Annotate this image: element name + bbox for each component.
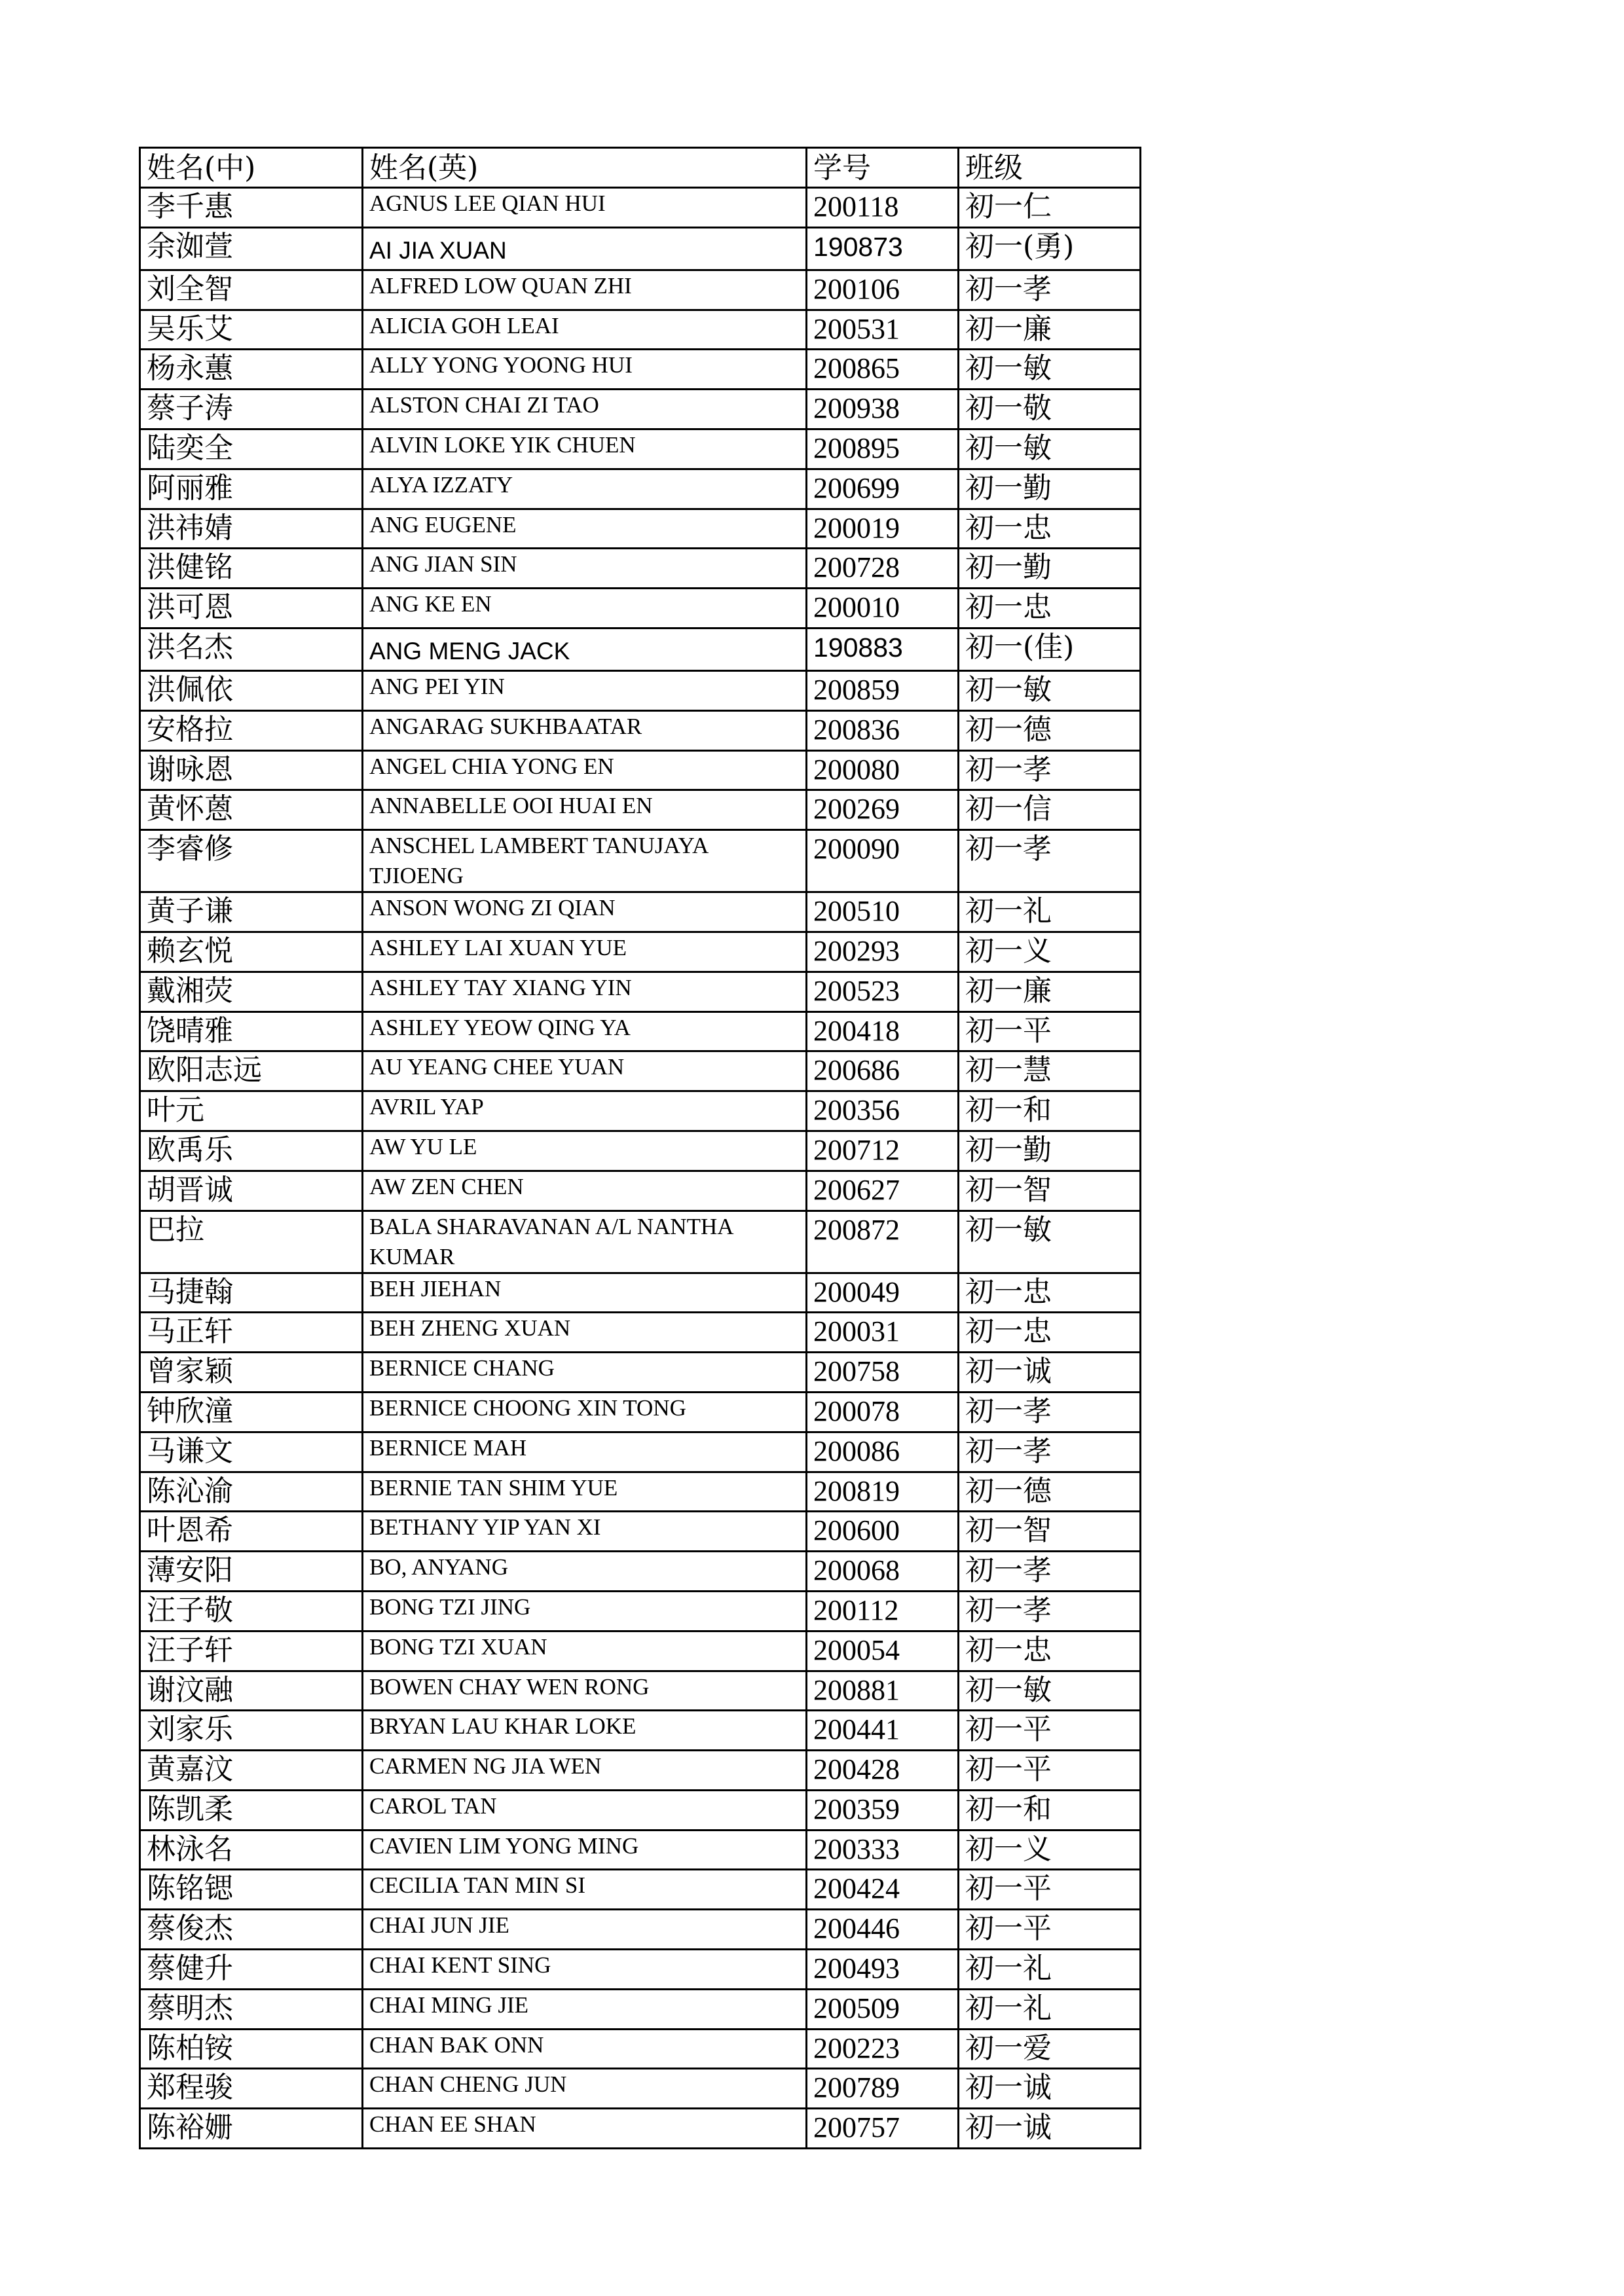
cell-name-en: ALVIN LOKE YIK CHUEN — [363, 429, 807, 469]
table-row — [140, 2029, 1141, 2069]
cell-student-id: 200531 — [807, 310, 959, 350]
table-row — [140, 972, 1141, 1011]
cell-class: 初一忠 — [959, 1313, 1141, 1353]
cell-class: 初一德 — [959, 710, 1141, 750]
cell-name-en: BEH JIEHAN — [363, 1273, 807, 1313]
cell-name-en: ANG JIAN SIN — [363, 549, 807, 589]
cell-class: 初一智 — [959, 1171, 1141, 1211]
table-row — [140, 628, 1141, 670]
cell-class: 初一信 — [959, 790, 1141, 830]
table-row — [140, 1171, 1141, 1211]
cell-name-cn: 黄嘉汶 — [140, 1751, 363, 1791]
cell-name-cn: 陈裕姗 — [140, 2109, 363, 2149]
cell-name-cn: 陆奕全 — [140, 429, 363, 469]
table-row — [140, 350, 1141, 390]
cell-student-id: 200086 — [807, 1432, 959, 1472]
cell-name-cn: 戴湘荧 — [140, 972, 363, 1011]
cell-student-id: 200859 — [807, 670, 959, 710]
cell-class: 初一孝 — [959, 1591, 1141, 1631]
cell-student-id: 200031 — [807, 1313, 959, 1353]
cell-name-en: CHAN BAK ONN — [363, 2029, 807, 2069]
cell-student-id: 200118 — [807, 188, 959, 228]
table-row — [140, 1091, 1141, 1131]
cell-student-id: 190883 — [807, 628, 959, 670]
cell-student-id: 200819 — [807, 1472, 959, 1512]
cell-class: 初一敏 — [959, 670, 1141, 710]
table-row — [140, 1131, 1141, 1171]
cell-name-en: BALA SHARAVANAN A/L NANTHA KUMAR — [363, 1211, 807, 1273]
cell-class: 初一忠 — [959, 589, 1141, 629]
cell-name-cn: 薄安阳 — [140, 1552, 363, 1592]
cell-name-en: CAVIEN LIM YONG MING — [363, 1830, 807, 1870]
table-row — [140, 932, 1141, 972]
cell-name-en: ALFRED LOW QUAN ZHI — [363, 270, 807, 310]
cell-student-id: 200049 — [807, 1273, 959, 1313]
cell-class: 初一和 — [959, 1790, 1141, 1830]
cell-name-en: AI JIA XUAN — [363, 227, 807, 270]
cell-name-cn: 叶恩希 — [140, 1512, 363, 1552]
cell-name-en: ALLY YONG YOONG HUI — [363, 350, 807, 390]
cell-student-id: 200789 — [807, 2069, 959, 2109]
cell-class: 初一仁 — [959, 188, 1141, 228]
cell-name-en: ASHLEY TAY XIANG YIN — [363, 972, 807, 1011]
table-header-row — [140, 148, 1141, 188]
cell-class: 初一和 — [959, 1091, 1141, 1131]
table-row — [140, 589, 1141, 629]
table-row — [140, 188, 1141, 228]
cell-student-id: 200078 — [807, 1392, 959, 1432]
cell-name-cn: 蔡健升 — [140, 1950, 363, 1990]
cell-class: 初一孝 — [959, 1552, 1141, 1592]
cell-name-en: CHAI KENT SING — [363, 1950, 807, 1990]
cell-name-en: BO, ANYANG — [363, 1552, 807, 1592]
cell-class: 初一爱 — [959, 2029, 1141, 2069]
cell-name-en: AGNUS LEE QIAN HUI — [363, 188, 807, 228]
cell-name-cn: 胡晋诚 — [140, 1171, 363, 1211]
cell-name-en: AVRIL YAP — [363, 1091, 807, 1131]
table-row — [140, 310, 1141, 350]
cell-class: 初一(佳) — [959, 628, 1141, 670]
header-name-en: 姓名(英) — [363, 148, 807, 188]
cell-student-id: 200424 — [807, 1870, 959, 1910]
cell-class: 初一智 — [959, 1512, 1141, 1552]
table-row — [140, 1870, 1141, 1910]
cell-name-cn: 洪名杰 — [140, 628, 363, 670]
cell-name-cn: 汪子敬 — [140, 1591, 363, 1631]
cell-student-id: 200010 — [807, 589, 959, 629]
roster-body — [140, 148, 1141, 2149]
cell-name-en: AW ZEN CHEN — [363, 1171, 807, 1211]
cell-class: 初一敏 — [959, 429, 1141, 469]
cell-student-id: 200523 — [807, 972, 959, 1011]
cell-name-en: BETHANY YIP YAN XI — [363, 1512, 807, 1552]
table-row — [140, 830, 1141, 892]
cell-class: 初一廉 — [959, 972, 1141, 1011]
cell-student-id: 200054 — [807, 1631, 959, 1671]
cell-student-id: 200019 — [807, 509, 959, 549]
cell-name-en: ANG MENG JACK — [363, 628, 807, 670]
cell-name-en: CHAI JUN JIE — [363, 1910, 807, 1950]
cell-class: 初一忠 — [959, 1631, 1141, 1671]
cell-student-id: 200938 — [807, 390, 959, 429]
cell-name-cn: 谢咏恩 — [140, 750, 363, 790]
cell-name-cn: 郑程骏 — [140, 2069, 363, 2109]
cell-class: 初一义 — [959, 1830, 1141, 1870]
cell-name-cn: 林泳名 — [140, 1830, 363, 1870]
cell-class: 初一敏 — [959, 1211, 1141, 1273]
table-row — [140, 1211, 1141, 1273]
table-row — [140, 1432, 1141, 1472]
cell-name-en: ANSON WONG ZI QIAN — [363, 892, 807, 932]
cell-name-en: ASHLEY YEOW QING YA — [363, 1011, 807, 1051]
cell-class: 初一礼 — [959, 892, 1141, 932]
cell-name-en: BOWEN CHAY WEN RONG — [363, 1671, 807, 1711]
cell-class: 初一敬 — [959, 390, 1141, 429]
cell-name-en: BERNIE TAN SHIM YUE — [363, 1472, 807, 1512]
cell-class: 初一慧 — [959, 1051, 1141, 1091]
table-row — [140, 1989, 1141, 2029]
cell-class: 初一敏 — [959, 1671, 1141, 1711]
cell-name-en: CARMEN NG JIA WEN — [363, 1751, 807, 1791]
cell-student-id: 200080 — [807, 750, 959, 790]
cell-name-cn: 黄怀蒽 — [140, 790, 363, 830]
cell-name-cn: 洪可恩 — [140, 589, 363, 629]
cell-student-id: 200836 — [807, 710, 959, 750]
cell-student-id: 200872 — [807, 1211, 959, 1273]
cell-name-en: AW YU LE — [363, 1131, 807, 1171]
cell-student-id: 200068 — [807, 1552, 959, 1592]
cell-name-en: CECILIA TAN MIN SI — [363, 1870, 807, 1910]
table-row — [140, 227, 1141, 270]
table-row — [140, 1011, 1141, 1051]
cell-name-cn: 陈柏铵 — [140, 2029, 363, 2069]
cell-name-cn: 安格拉 — [140, 710, 363, 750]
cell-name-en: AU YEANG CHEE YUAN — [363, 1051, 807, 1091]
cell-name-cn: 蔡子涛 — [140, 390, 363, 429]
cell-name-cn: 曾家颖 — [140, 1353, 363, 1393]
table-row — [140, 469, 1141, 509]
cell-name-cn: 陈铭锶 — [140, 1870, 363, 1910]
cell-class: 初一平 — [959, 1711, 1141, 1751]
table-row — [140, 1512, 1141, 1552]
cell-class: 初一孝 — [959, 1392, 1141, 1432]
table-row — [140, 790, 1141, 830]
table-row — [140, 892, 1141, 932]
cell-student-id: 200757 — [807, 2109, 959, 2149]
table-row — [140, 1472, 1141, 1512]
cell-student-id: 200418 — [807, 1011, 959, 1051]
cell-class: 初一诚 — [959, 2109, 1141, 2149]
cell-student-id: 200627 — [807, 1171, 959, 1211]
cell-name-cn: 洪祎婧 — [140, 509, 363, 549]
cell-student-id: 200106 — [807, 270, 959, 310]
cell-student-id: 200356 — [807, 1091, 959, 1131]
cell-name-cn: 李千惠 — [140, 188, 363, 228]
cell-class: 初一(勇) — [959, 227, 1141, 270]
table-row — [140, 670, 1141, 710]
cell-name-en: ANG KE EN — [363, 589, 807, 629]
cell-class: 初一忠 — [959, 1273, 1141, 1313]
cell-name-en: ANSCHEL LAMBERT TANUJAYA TJIOENG — [363, 830, 807, 892]
cell-student-id: 200686 — [807, 1051, 959, 1091]
cell-class: 初一平 — [959, 1011, 1141, 1051]
cell-name-cn: 马捷翰 — [140, 1273, 363, 1313]
cell-name-cn: 蔡俊杰 — [140, 1910, 363, 1950]
cell-name-cn: 汪子轩 — [140, 1631, 363, 1671]
header-name-cn: 姓名(中) — [140, 148, 363, 188]
table-row — [140, 429, 1141, 469]
cell-name-cn: 吴乐艾 — [140, 310, 363, 350]
cell-student-id: 200090 — [807, 830, 959, 892]
cell-name-en: CHAI MING JIE — [363, 1989, 807, 2029]
cell-name-en: ALICIA GOH LEAI — [363, 310, 807, 350]
cell-student-id: 200428 — [807, 1751, 959, 1791]
cell-student-id: 200600 — [807, 1512, 959, 1552]
cell-class: 初一孝 — [959, 830, 1141, 892]
cell-name-cn: 阿丽雅 — [140, 469, 363, 509]
table-row — [140, 710, 1141, 750]
cell-class: 初一礼 — [959, 1989, 1141, 2029]
cell-student-id: 200359 — [807, 1790, 959, 1830]
cell-class: 初一孝 — [959, 750, 1141, 790]
cell-student-id: 200509 — [807, 1989, 959, 2029]
cell-class: 初一平 — [959, 1751, 1141, 1791]
cell-name-cn: 马谦文 — [140, 1432, 363, 1472]
cell-student-id: 200441 — [807, 1711, 959, 1751]
table-row — [140, 1353, 1141, 1393]
cell-name-cn: 欧禹乐 — [140, 1131, 363, 1171]
table-row — [140, 1051, 1141, 1091]
cell-class: 初一德 — [959, 1472, 1141, 1512]
table-row — [140, 390, 1141, 429]
cell-name-cn: 巴拉 — [140, 1211, 363, 1273]
cell-name-en: BERNICE CHOONG XIN TONG — [363, 1392, 807, 1432]
cell-student-id: 200895 — [807, 429, 959, 469]
table-row — [140, 1591, 1141, 1631]
cell-class: 初一孝 — [959, 270, 1141, 310]
cell-class: 初一勤 — [959, 1131, 1141, 1171]
cell-student-id: 200333 — [807, 1830, 959, 1870]
cell-class: 初一礼 — [959, 1950, 1141, 1990]
table-row — [140, 1392, 1141, 1432]
table-row — [140, 1751, 1141, 1791]
cell-name-en: ANG EUGENE — [363, 509, 807, 549]
cell-name-en: CHAN EE SHAN — [363, 2109, 807, 2149]
cell-class: 初一平 — [959, 1910, 1141, 1950]
cell-student-id: 200865 — [807, 350, 959, 390]
cell-name-cn: 刘全智 — [140, 270, 363, 310]
cell-class: 初一诚 — [959, 2069, 1141, 2109]
cell-student-id: 200728 — [807, 549, 959, 589]
cell-name-en: CHAN CHENG JUN — [363, 2069, 807, 2109]
table-row — [140, 1950, 1141, 1990]
cell-name-en: BONG TZI XUAN — [363, 1631, 807, 1671]
cell-student-id: 200881 — [807, 1671, 959, 1711]
cell-student-id: 200510 — [807, 892, 959, 932]
cell-name-en: BERNICE CHANG — [363, 1353, 807, 1393]
cell-student-id: 200712 — [807, 1131, 959, 1171]
table-row — [140, 1631, 1141, 1671]
cell-name-en: CAROL TAN — [363, 1790, 807, 1830]
cell-class: 初一义 — [959, 932, 1141, 972]
cell-name-cn: 余洳萱 — [140, 227, 363, 270]
cell-class: 初一忠 — [959, 509, 1141, 549]
table-row — [140, 1273, 1141, 1313]
cell-student-id: 200699 — [807, 469, 959, 509]
cell-name-cn: 陈沁渝 — [140, 1472, 363, 1512]
cell-class: 初一诚 — [959, 1353, 1141, 1393]
table-row — [140, 1671, 1141, 1711]
cell-student-id: 200223 — [807, 2029, 959, 2069]
table-row — [140, 1552, 1141, 1592]
cell-name-en: BEH ZHENG XUAN — [363, 1313, 807, 1353]
cell-name-cn: 钟欣潼 — [140, 1392, 363, 1432]
cell-name-cn: 赖玄悦 — [140, 932, 363, 972]
table-row — [140, 1711, 1141, 1751]
table-row — [140, 270, 1141, 310]
cell-student-id: 200269 — [807, 790, 959, 830]
cell-name-en: BERNICE MAH — [363, 1432, 807, 1472]
table-row — [140, 2069, 1141, 2109]
cell-student-id: 200446 — [807, 1910, 959, 1950]
cell-student-id: 200293 — [807, 932, 959, 972]
cell-class: 初一勤 — [959, 549, 1141, 589]
cell-class: 初一敏 — [959, 350, 1141, 390]
cell-name-cn: 欧阳志远 — [140, 1051, 363, 1091]
cell-class: 初一勤 — [959, 469, 1141, 509]
table-row — [140, 750, 1141, 790]
cell-name-en: ASHLEY LAI XUAN YUE — [363, 932, 807, 972]
cell-name-cn: 饶晴雅 — [140, 1011, 363, 1051]
cell-name-cn: 李睿修 — [140, 830, 363, 892]
cell-name-cn: 洪健铭 — [140, 549, 363, 589]
cell-name-cn: 杨永蕙 — [140, 350, 363, 390]
table-row — [140, 1910, 1141, 1950]
cell-name-cn: 黄子谦 — [140, 892, 363, 932]
cell-name-cn: 马正轩 — [140, 1313, 363, 1353]
cell-name-cn: 陈凯柔 — [140, 1790, 363, 1830]
student-roster-table — [139, 147, 1141, 2149]
cell-name-en: BRYAN LAU KHAR LOKE — [363, 1711, 807, 1751]
cell-name-cn: 蔡明杰 — [140, 1989, 363, 2029]
header-student-id: 学号 — [807, 148, 959, 188]
cell-student-id: 200493 — [807, 1950, 959, 1990]
cell-student-id: 200758 — [807, 1353, 959, 1393]
table-row — [140, 1830, 1141, 1870]
header-class: 班级 — [959, 148, 1141, 188]
cell-name-en: ANGARAG SUKHBAATAR — [363, 710, 807, 750]
cell-name-cn: 洪佩依 — [140, 670, 363, 710]
cell-student-id: 200112 — [807, 1591, 959, 1631]
cell-name-en: ANNABELLE OOI HUAI EN — [363, 790, 807, 830]
table-row — [140, 509, 1141, 549]
cell-class: 初一孝 — [959, 1432, 1141, 1472]
cell-class: 初一平 — [959, 1870, 1141, 1910]
cell-name-cn: 刘家乐 — [140, 1711, 363, 1751]
cell-name-en: ANG PEI YIN — [363, 670, 807, 710]
cell-name-cn: 叶元 — [140, 1091, 363, 1131]
cell-name-en: ALYA IZZATY — [363, 469, 807, 509]
cell-name-cn: 谢汶融 — [140, 1671, 363, 1711]
cell-class: 初一廉 — [959, 310, 1141, 350]
table-row — [140, 2109, 1141, 2149]
cell-student-id: 190873 — [807, 227, 959, 270]
table-row — [140, 549, 1141, 589]
table-row — [140, 1790, 1141, 1830]
cell-name-en: ALSTON CHAI ZI TAO — [363, 390, 807, 429]
cell-name-en: ANGEL CHIA YONG EN — [363, 750, 807, 790]
table-row — [140, 1313, 1141, 1353]
cell-name-en: BONG TZI JING — [363, 1591, 807, 1631]
